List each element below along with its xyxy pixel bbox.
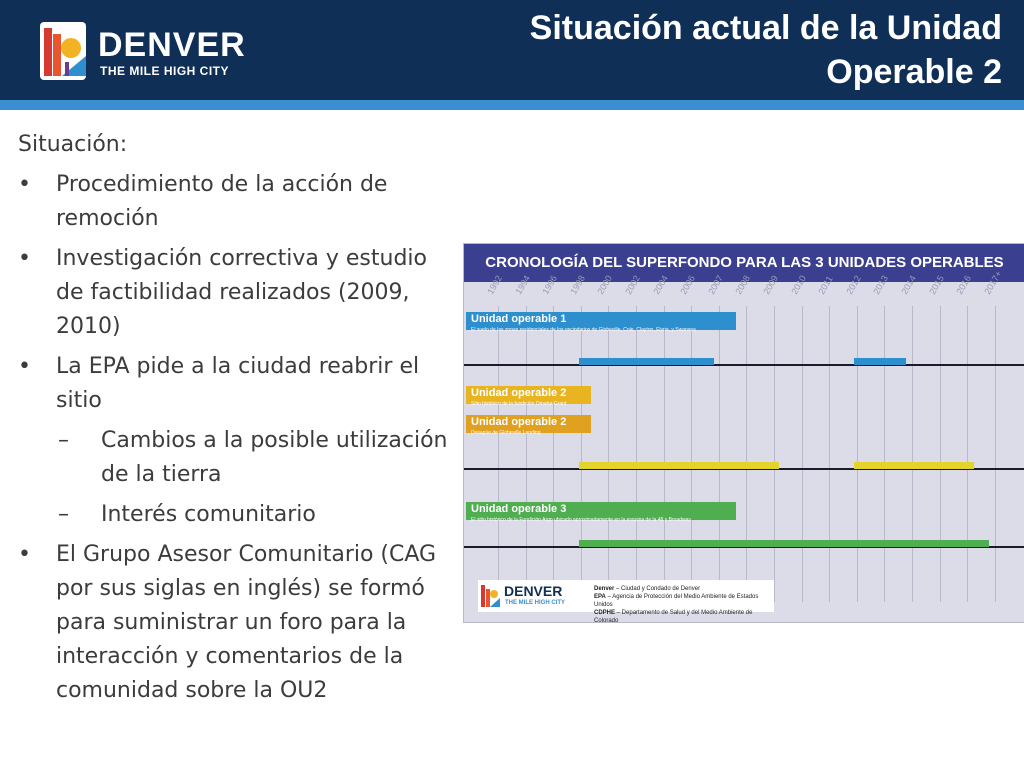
sub-bullet-item xyxy=(18,498,458,532)
legend-line xyxy=(594,585,774,593)
bullet-mark: • xyxy=(18,542,31,567)
year-gridline xyxy=(691,306,692,602)
year-label: 2014 xyxy=(899,273,919,296)
sub-bullet-text: Cambios a la posible utilización de la tierra xyxy=(101,428,448,487)
sub-bullet-text: Interés comunitario xyxy=(101,502,316,527)
bullet-text: Procedimiento de la acción de remoción xyxy=(56,172,388,231)
year-label: 2000 xyxy=(595,273,615,296)
year-gridline xyxy=(719,306,720,602)
unit-label: Unidad operable 3 xyxy=(471,503,567,515)
header-accent-stripe xyxy=(0,100,1024,110)
year-label: 2004 xyxy=(650,273,670,296)
unit-desc: El suelo de las zonas residenciales de los vecindarios de Globeville, Cole, Clayton, Elyria, y Swansea xyxy=(471,327,696,333)
sub-bullet-mark: – xyxy=(58,428,69,453)
legend-wordmark: DENVER xyxy=(504,583,563,599)
year-label: 1996 xyxy=(540,273,560,296)
bullet-list xyxy=(18,128,458,708)
legend-desc: – Departamento de Salud y del Medio Ambiente de Colorado xyxy=(594,610,753,623)
legend-line xyxy=(594,609,774,623)
legend-line xyxy=(594,593,774,609)
year-axis xyxy=(464,269,1024,306)
year-gridline xyxy=(664,306,665,602)
unit-label: Unidad operable 2 xyxy=(471,387,567,399)
year-label: 2006 xyxy=(678,273,698,296)
timeline-axis-ou1 xyxy=(464,364,1024,366)
legend-abbr: EPA xyxy=(594,594,606,600)
logo-wordmark: DENVER xyxy=(98,26,246,64)
legend-definitions xyxy=(594,585,774,623)
year-label: 2010 xyxy=(788,273,808,296)
unit-label: Unidad operable 2 xyxy=(471,416,567,428)
year-label: 2002 xyxy=(623,273,643,296)
legend-abbr: Denver xyxy=(594,586,615,592)
lead-label: Situación: xyxy=(18,132,128,157)
unit-band-ou1 xyxy=(466,312,736,333)
unit-label: Unidad operable 1 xyxy=(471,313,567,325)
year-gridline xyxy=(940,306,941,602)
bullet-text: Investigación correctiva y estudio de factibilidad realizados (2009, 2010) xyxy=(56,246,427,339)
year-gridline xyxy=(746,306,747,602)
superfund-timeline-infographic xyxy=(463,243,1024,623)
sub-bullet-item xyxy=(18,424,458,492)
legend-tagline: THE MILE HIGH CITY xyxy=(505,600,565,606)
year-label: 2012 xyxy=(844,273,863,296)
year-gridline xyxy=(636,306,637,602)
bullet-item xyxy=(18,168,458,236)
ou1-activity-bar xyxy=(579,358,714,365)
year-label: 2013 xyxy=(871,273,891,296)
legend-desc: – Ciudad y Condado de Denver xyxy=(614,586,701,592)
slide-header xyxy=(0,0,1024,100)
year-gridline xyxy=(802,306,803,602)
bullet-text: El Grupo Asesor Comunitario (CAG por sus siglas en inglés) se formó para suministrar un foro para la interacción y comentarios de la comunidad sobre la OU2 xyxy=(56,542,437,703)
year-label: 2007 xyxy=(706,273,725,296)
year-gridline xyxy=(553,306,554,602)
year-gridline xyxy=(967,306,968,602)
infographic-legend xyxy=(478,580,774,623)
denver-logo-icon xyxy=(480,583,500,609)
year-label: 2011 xyxy=(816,274,835,296)
year-gridline xyxy=(608,306,609,602)
unit-desc: El sitio histórico de la Fundición Argo ubicado aproximadamente en la esquina de la 48 y Broadway xyxy=(471,517,691,523)
infographic-title: CRONOLOGÍA DEL SUPERFONDO PARA LAS 3 UNIDADES OPERABLES xyxy=(464,244,1024,282)
sub-bullet-mark: – xyxy=(58,502,69,527)
legend-desc: – Agencia de Protección del Medio Ambiente de Estados Unidos xyxy=(594,594,759,608)
year-label: 2016 xyxy=(954,273,974,296)
unit-band-ou3 xyxy=(466,502,736,523)
year-label: 1994 xyxy=(512,273,532,296)
year-label: 1992 xyxy=(485,273,505,296)
bullet-item xyxy=(18,538,458,708)
bullet-mark: • xyxy=(18,246,31,271)
bullet-item xyxy=(18,242,458,344)
legend-abbr: CDPHE xyxy=(594,610,616,616)
year-gridline xyxy=(581,306,582,602)
slide-title xyxy=(402,6,1002,94)
year-label: 2008 xyxy=(733,273,753,296)
year-label: 1998 xyxy=(568,273,587,296)
logo-tagline: THE MILE HIGH CITY xyxy=(100,64,229,78)
ou1-activity-bar xyxy=(854,358,906,365)
year-label: 2015 xyxy=(926,273,946,296)
unit-desc: Sitio histórico de la fundición Omaha-Grant xyxy=(471,401,567,407)
bullet-mark: • xyxy=(18,354,31,379)
year-gridline xyxy=(912,306,913,602)
ou3-activity-bar xyxy=(579,540,989,547)
title-line-1: Situación actual de la Unidad xyxy=(529,9,1002,47)
year-gridline xyxy=(774,306,775,602)
bullet-mark: • xyxy=(18,172,31,197)
year-gridline xyxy=(884,306,885,602)
ou2-activity-bar xyxy=(579,462,779,469)
ou2-activity-bar xyxy=(854,462,974,469)
unit-band-ou2-omaha xyxy=(466,386,591,407)
year-gridline xyxy=(498,306,499,602)
year-gridline xyxy=(526,306,527,602)
denver-logo-icon xyxy=(38,20,88,82)
year-label: 2017+ xyxy=(982,269,1004,296)
unit-desc: Desagüe de Globeville Landing xyxy=(471,430,541,436)
year-gridline xyxy=(829,306,830,602)
year-gridline xyxy=(857,306,858,602)
denver-logo xyxy=(38,20,278,82)
bullet-text: La EPA pide a la ciudad reabrir el sitio xyxy=(56,354,420,413)
bullet-item xyxy=(18,350,458,418)
year-gridline xyxy=(995,306,996,602)
unit-band-ou2-globeville xyxy=(466,415,591,436)
title-line-2: Operable 2 xyxy=(826,53,1002,91)
year-label: 2009 xyxy=(761,273,781,296)
